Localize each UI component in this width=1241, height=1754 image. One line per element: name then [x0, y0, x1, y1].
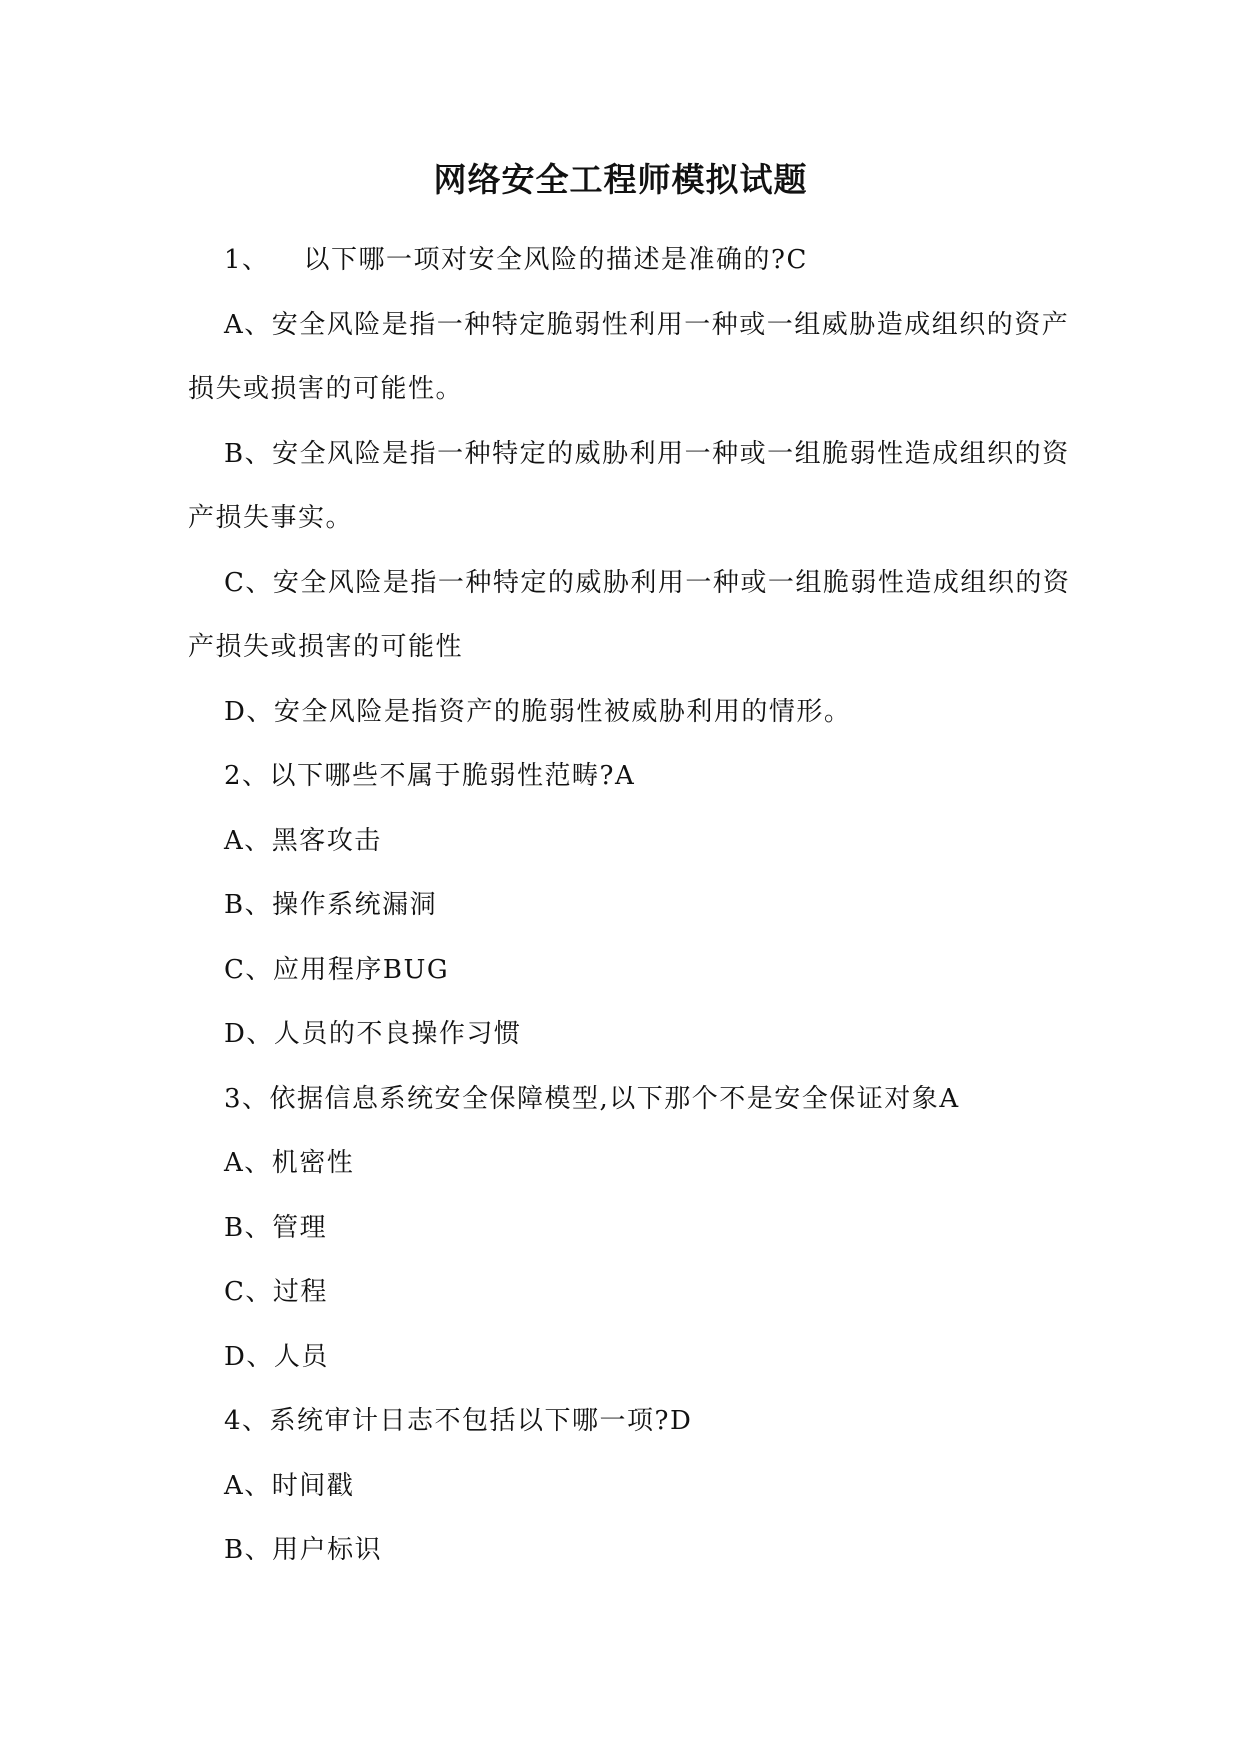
option-text: 用户标识 [272, 1535, 383, 1565]
option-b [188, 422, 1080, 551]
option-a [188, 1131, 1080, 1196]
question-number: 1、 [224, 245, 270, 275]
option-text: 人员的不良操作习惯 [273, 1019, 522, 1049]
option-text: 应用程序BUG [272, 954, 450, 985]
page-title: 网络安全工程师模拟试题 [433, 160, 808, 199]
option-text: 黑客攻击 [271, 825, 382, 856]
question-number: 2、 [224, 761, 270, 791]
option-text: 安全风险是指一种特定的威胁利用一种或一组脆弱性造成组织的资产损失事实。 [188, 438, 1070, 533]
option-label: B、 [224, 1212, 273, 1243]
option-text: 过程 [272, 1277, 328, 1307]
option-label: D、 [224, 1019, 274, 1049]
question-answer: D [670, 1406, 693, 1436]
question-3 [188, 1067, 1080, 1132]
option-text: 机密性 [271, 1148, 355, 1178]
option-label: B、 [224, 438, 273, 469]
option-d [188, 680, 1080, 745]
option-c [188, 551, 1080, 680]
option-label: D、 [224, 696, 274, 727]
option-d [188, 1002, 1080, 1067]
question-text: 依据信息系统安全保障模型,以下那个不是安全保证对象 [269, 1083, 940, 1114]
option-text: 管理 [272, 1212, 328, 1243]
question-number: 4、 [224, 1406, 270, 1436]
question-answer: C [786, 245, 808, 275]
option-text: 操作系统漏洞 [272, 890, 438, 920]
question-2 [188, 744, 1080, 809]
option-label: C、 [224, 1277, 273, 1307]
option-b [188, 1196, 1080, 1261]
option-c [188, 1260, 1080, 1325]
option-text: 安全风险是指资产的脆弱性被威胁利用的情形。 [273, 696, 852, 727]
question-1 [188, 228, 1080, 293]
option-label: C、 [224, 954, 273, 985]
option-label: A、 [224, 825, 272, 856]
question-answer: A [615, 761, 636, 791]
option-label: B、 [224, 890, 273, 920]
option-text: 人员 [273, 1341, 329, 1372]
option-a [188, 293, 1080, 422]
option-a [188, 1454, 1080, 1519]
option-label: A、 [224, 1148, 272, 1178]
option-a [188, 809, 1080, 874]
option-c [188, 938, 1080, 1003]
option-label: C、 [224, 567, 273, 598]
option-label: A、 [224, 1470, 272, 1501]
question-4 [188, 1389, 1080, 1454]
option-text: 安全风险是指一种特定的威胁利用一种或一组脆弱性造成组织的资产损失或损害的可能性 [188, 567, 1071, 662]
option-text: 安全风险是指一种特定脆弱性利用一种或一组威胁造成组织的资产损失或损害的可能性。 [188, 309, 1070, 404]
question-text: 系统审计日志不包括以下哪一项? [269, 1406, 670, 1436]
question-text: 以下哪一项对安全风险的描述是准确的? [303, 245, 787, 275]
question-answer: A [939, 1083, 960, 1114]
question-text: 以下哪些不属于脆弱性范畴? [269, 761, 615, 791]
document-body [188, 228, 1080, 1583]
option-d [188, 1325, 1080, 1390]
option-b [188, 873, 1080, 938]
option-label: A、 [224, 309, 272, 340]
option-b [188, 1518, 1080, 1583]
option-label: D、 [224, 1341, 274, 1372]
option-text: 时间戳 [271, 1470, 355, 1501]
question-number: 3、 [224, 1083, 270, 1114]
option-label: B、 [224, 1535, 273, 1565]
